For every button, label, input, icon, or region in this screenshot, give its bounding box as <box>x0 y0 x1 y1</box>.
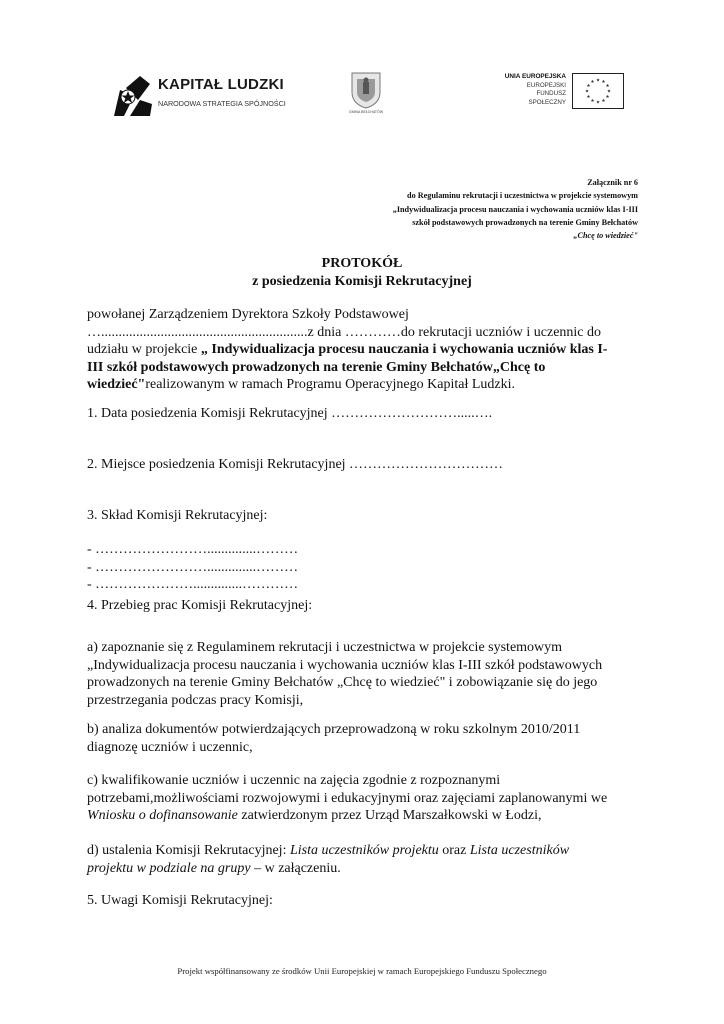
intro-line-1: powołanej Zarządzeniem Dyrektora Szkoły Podstawowej <box>87 307 409 322</box>
eu-line-3: FUNDUSZ SPOŁECZNY <box>528 90 566 106</box>
kapital-ludzki-title: KAPITAŁ LUDZKI <box>158 76 284 93</box>
annex-line-4: szkół podstawowych prowadzonych na terenie Gminy Bełchatów <box>412 217 638 227</box>
page-title <box>0 255 724 291</box>
step-c-line-3-text: zatwierdzonym przez Urząd Marszałkowski w Łodzi, <box>237 808 542 824</box>
committee-member-line: - ……………………..............……… <box>87 559 299 575</box>
committee-work-heading: 4. Przebieg prac Komisji Rekrutacyjnej: <box>87 598 313 613</box>
eu-logo-text <box>500 73 566 107</box>
step-d-line-1 <box>87 842 647 860</box>
committee-remarks-heading: 5. Uwagi Komisji Rekrutacyjnej: <box>87 893 273 908</box>
eu-line-2: EUROPEJSKI <box>526 81 566 89</box>
intro-line-3-text: udziału w projekcie <box>87 342 201 358</box>
step-d-line-2 <box>87 860 647 878</box>
step-c-paragraph <box>87 772 647 825</box>
eu-logo <box>500 73 625 109</box>
step-d-paragraph <box>87 842 647 877</box>
participant-group-list-name-2: projektu w podziale na grupy <box>87 860 251 876</box>
committee-member-line: - ……………………..............……… <box>87 542 299 557</box>
step-b-line-1: b) analiza dokumentów potwierdzających przeprowadzoną w roku szkolnym 2010/2011 <box>87 722 581 737</box>
project-name-part-1: „ Indywidualizacja procesu nauczania i wychowania uczniów klas I- <box>200 342 608 358</box>
title-sub: z posiedzenia Komisji Rekrutacyjnej <box>252 274 472 289</box>
gmina-crest-logo <box>336 70 386 118</box>
page-footer: Projekt współfinansowany ze środków Unii Europejskiej w ramach Europejskiego Funduszu Społecznego <box>177 966 547 976</box>
intro-paragraph <box>87 306 647 394</box>
kapital-ludzki-logo <box>110 68 290 120</box>
intro-line-2: …...........................................................z dnia …………do rekrutacji uczniów i uczennic do <box>87 324 602 340</box>
intro-line-3 <box>87 341 647 359</box>
step-a-line-1: a) zapoznanie się z Regulaminem rekrutacji i uczestnictwa w projekcie systemowym <box>87 640 563 655</box>
title-main: PROTOKÓŁ <box>321 256 403 271</box>
step-d-line-2-text: – w załączeniu. <box>250 860 341 876</box>
crest-icon <box>336 70 396 110</box>
meeting-date-field: 1. Data posiedzenia Komisji Rekrutacyjnej ……………………….....…. <box>87 406 493 421</box>
eu-flag-icon <box>572 73 624 109</box>
step-c-line-1: c) kwalifikowanie uczniów i uczennic na zajęcia zgodnie z rozpoznanymi <box>87 773 501 788</box>
committee-member-line: - …………………..............………… <box>87 577 299 593</box>
annex-line-2: do Regulaminu rekrutacji i uczestnictwa w projekcie systemowym <box>407 191 638 201</box>
step-a-paragraph <box>87 639 647 709</box>
step-b-line-2: diagnozę uczniów i uczennic, <box>87 739 253 755</box>
project-name-part-2: III szkół podstawowych prowadzonych na terenie Gminy Bełchatów„Chcę to <box>87 359 546 375</box>
step-a-line-2: „Indywidualizacja procesu nauczania i wychowania uczniów klas I-III szkół podstawowych <box>87 657 603 673</box>
annex-number: Załącznik nr 6 <box>587 178 638 187</box>
step-b-paragraph <box>87 721 647 756</box>
intro-line-5-text: realizowanym w ramach Programu Operacyjnego Kapitał Ludzki. <box>145 377 516 393</box>
step-c-line-3 <box>87 807 647 825</box>
annex-motto: „Chcę to wiedzieć" <box>573 231 638 241</box>
annex-block <box>393 176 638 242</box>
kapital-ludzki-emblem-icon <box>110 70 154 118</box>
step-d-connector: oraz <box>438 843 470 858</box>
participant-group-list-name-1: Lista uczestników <box>469 843 570 858</box>
meeting-place-field: 2. Miejsce posiedzenia Komisji Rekrutacyjnej …………………………… <box>87 457 504 472</box>
grant-application-name: Wniosku o dofinansowanie <box>87 808 238 824</box>
committee-member-list <box>87 541 647 594</box>
intro-line-5 <box>87 376 647 394</box>
step-a-line-3: prowadzonych na terenie Gminy Bełchatów „Chcę to wiedzieć" i zobowiązanie się do jego <box>87 675 598 691</box>
participant-list-name: Lista uczestników projektu <box>289 843 439 858</box>
step-d-text: d) ustalenia Komisji Rekrutacyjnej: <box>87 843 290 858</box>
annex-line-3: „Indywidualizacja procesu nauczania i wychowania uczniów klas I-III <box>392 204 638 214</box>
committee-composition-heading: 3. Skład Komisji Rekrutacyjnej: <box>87 508 268 523</box>
step-a-line-4: przestrzegania podczas pracy Komisji, <box>87 692 304 708</box>
step-c-line-2: potrzebami,możliwościami rozwojowymi i edukacyjnymi oraz zajęciami zaplanowanymi we <box>87 790 608 806</box>
kapital-ludzki-subtitle: NARODOWA STRATEGIA SPÓJNOŚCI <box>158 99 286 108</box>
eu-line-1: UNIA EUROPEJSKA <box>504 73 566 80</box>
project-name-part-3: wiedzieć" <box>87 377 146 393</box>
crest-caption: GMINA BEŁCHATÓW <box>348 110 384 114</box>
